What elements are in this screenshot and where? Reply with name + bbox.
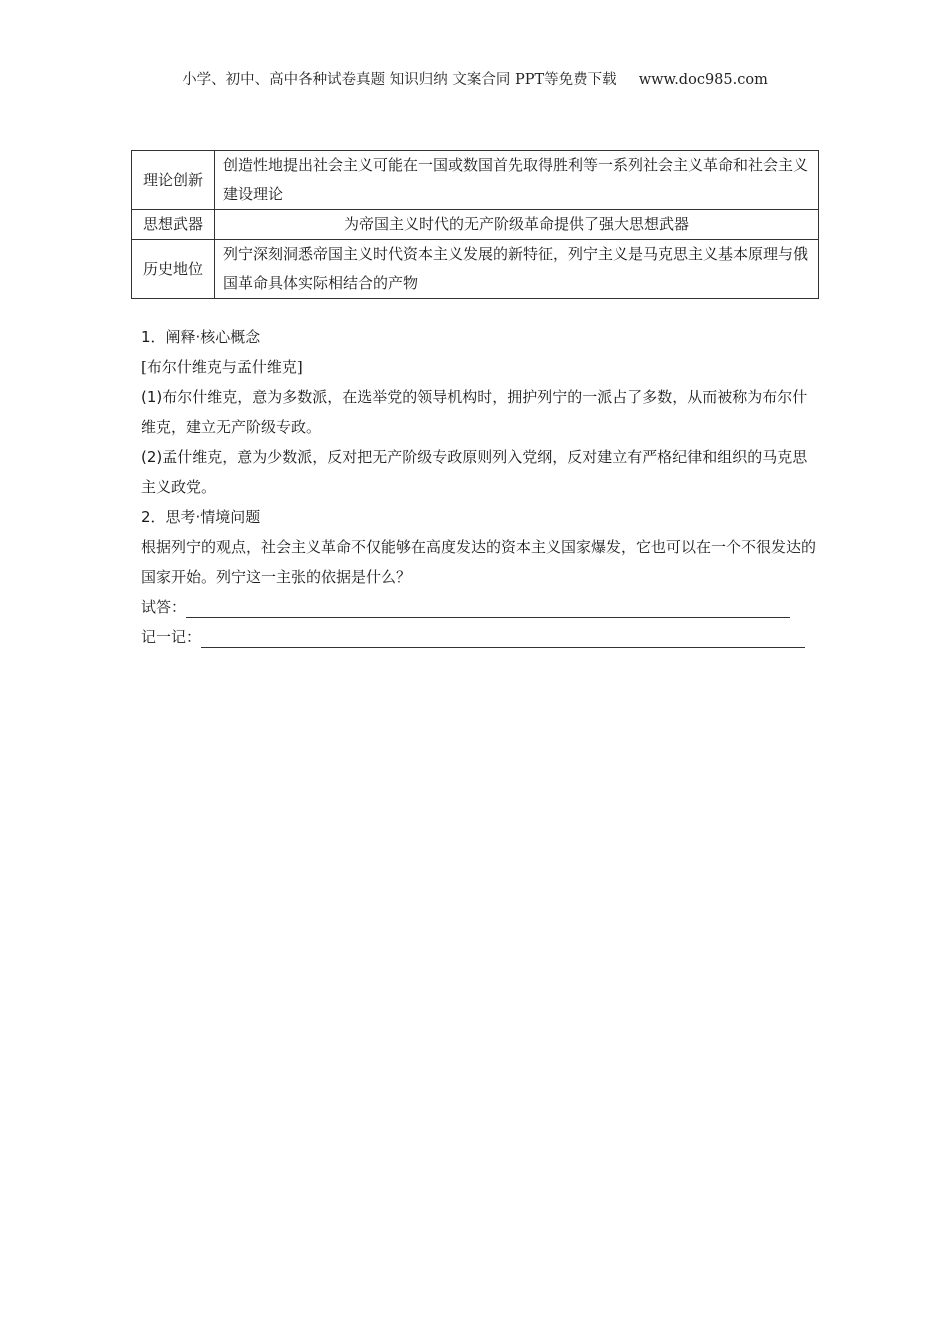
row-content: 为帝国主义时代的无产阶级革命提供了强大思想武器 [215,210,819,240]
section1-item2: (2)孟什维克，意为少数派，反对把无产阶级专政原则列入党纲，反对建立有严格纪律和组织的马克思主义政党。 [141,448,808,496]
note-label: 记一记： [141,628,202,646]
section2-title: 2．思考·情境问题 [141,508,261,526]
section1-item1: (1)布尔什维克，意为多数派，在选举党的领导机构时，拥护列宁的一派占了多数，从而被称为布尔什维克，建立无产阶级专政。 [141,388,808,436]
row-label: 思想武器 [132,210,215,240]
row-content: 列宁深刻洞悉帝国主义时代资本主义发展的新特征，列宁主义是马克思主义基本原理与俄国革命具体实际相结合的产物 [215,240,819,299]
answer-blank[interactable] [186,597,790,618]
note-row [141,622,821,652]
row-content: 创造性地提出社会主义可能在一国或数国首先取得胜利等一系列社会主义革命和社会主义建设理论 [215,151,819,210]
table-row [132,240,819,299]
answer-row [141,592,821,622]
summary-table [131,150,819,299]
header-text: 小学、初中、高中各种试卷真题 知识归纳 文案合同 PPT等免费下载 [182,72,617,88]
section2-question: 根据列宁的观点，社会主义革命不仅能够在高度发达的资本主义国家爆发，它也可以在一个不很发达的国家开始。列宁这一主张的依据是什么？ [141,538,817,586]
table-row [132,151,819,210]
note-blank[interactable] [201,627,805,648]
row-label: 理论创新 [132,151,215,210]
section1-subtitle: [布尔什维克与孟什维克] [141,358,303,376]
row-label: 历史地位 [132,240,215,299]
section1-title: 1．阐释·核心概念 [141,328,261,346]
table-row [132,210,819,240]
header-site: www.doc985.com [638,72,768,88]
page-header [0,68,950,89]
main-content [141,322,821,652]
answer-label: 试答： [141,598,187,616]
